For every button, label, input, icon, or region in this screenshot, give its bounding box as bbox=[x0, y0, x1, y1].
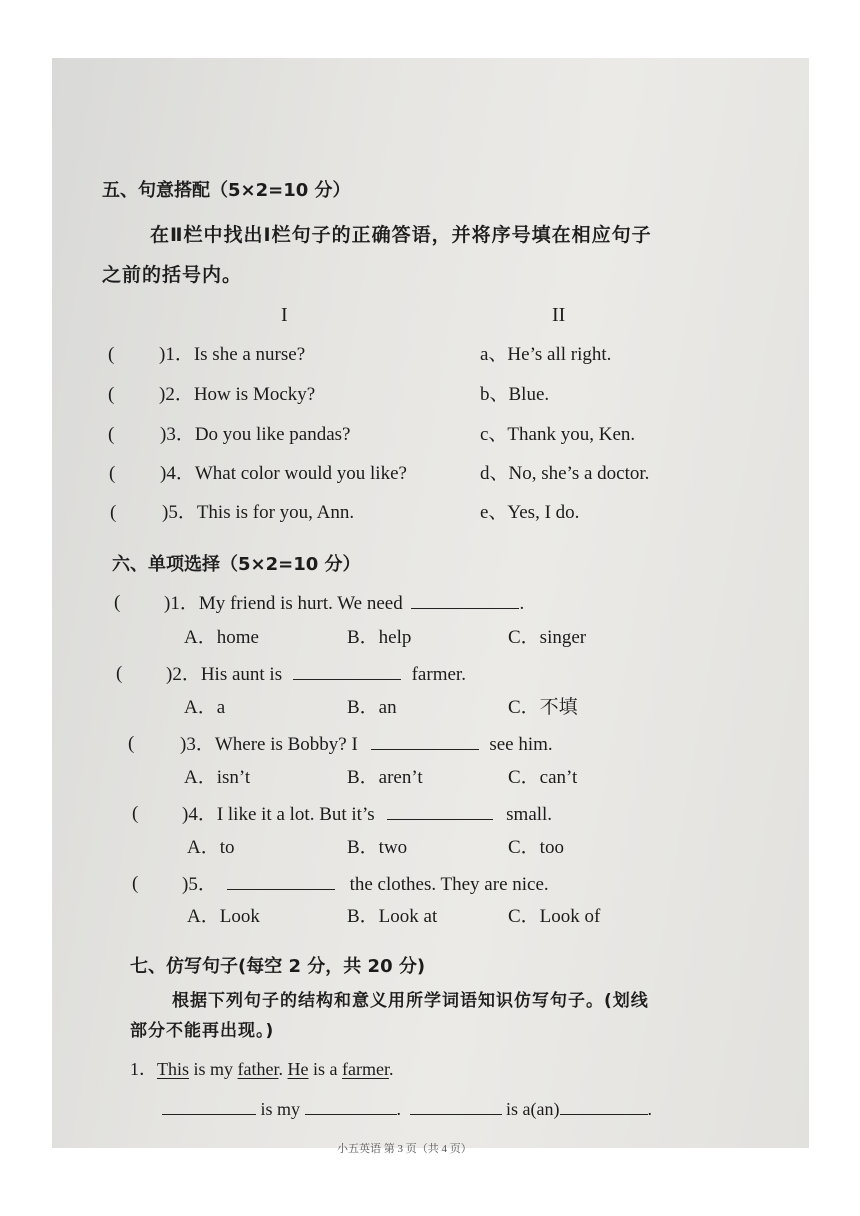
answer-paren[interactable]: ( bbox=[108, 344, 115, 365]
option-c: C．singer bbox=[508, 627, 587, 648]
answer-blank[interactable] bbox=[410, 1098, 502, 1115]
choice-question: )1．My friend is hurt. We need . bbox=[164, 593, 525, 614]
answer-paren[interactable]: ( bbox=[114, 592, 121, 613]
example-sentence: 1．This is my father. He is a farmer. bbox=[130, 1059, 394, 1079]
answer-blank[interactable] bbox=[560, 1098, 648, 1115]
answer-blank[interactable] bbox=[371, 733, 479, 750]
answer-paren[interactable]: ( bbox=[108, 384, 115, 405]
answer-blank[interactable] bbox=[162, 1098, 256, 1115]
option-c: C．too bbox=[508, 837, 564, 858]
section5-heading: 五、句意搭配（5×2=10 分） bbox=[102, 180, 351, 201]
answer-blank[interactable] bbox=[387, 803, 493, 820]
option-c: C．不填 bbox=[508, 697, 578, 718]
answer-paren[interactable]: ( bbox=[109, 463, 116, 484]
match-answer: a、He’s all right. bbox=[480, 344, 612, 365]
option-b: B．an bbox=[347, 697, 397, 718]
option-c: C．can’t bbox=[508, 767, 578, 788]
rewrite-line: is my . is a(an) . bbox=[162, 1098, 652, 1120]
option-b: B．help bbox=[347, 627, 412, 648]
match-question: )2．How is Mocky? bbox=[159, 384, 316, 405]
answer-blank[interactable] bbox=[305, 1098, 397, 1115]
match-answer: c、Thank you, Ken. bbox=[480, 424, 636, 445]
column-two-header: II bbox=[552, 304, 566, 326]
choice-question: )3．Where is Bobby? I see him. bbox=[180, 734, 553, 755]
option-a: A．isn’t bbox=[184, 767, 251, 788]
choice-question: )2．His aunt is farmer. bbox=[166, 664, 466, 685]
answer-paren[interactable]: ( bbox=[132, 803, 139, 824]
answer-paren[interactable]: ( bbox=[108, 424, 115, 445]
answer-blank[interactable] bbox=[293, 663, 401, 680]
option-b: B．two bbox=[347, 837, 408, 858]
choice-question: )5． the clothes. They are nice. bbox=[182, 874, 549, 895]
page-footer: 小五英语 第 3 页（共 4 页） bbox=[337, 1143, 472, 1155]
section5-instruction-line2: 之前的括号内。 bbox=[102, 264, 243, 286]
answer-blank[interactable] bbox=[411, 592, 519, 609]
option-a: A．to bbox=[187, 837, 235, 858]
option-c: C．Look of bbox=[508, 906, 601, 927]
match-answer: b、Blue. bbox=[480, 384, 550, 405]
column-one-header: I bbox=[281, 304, 288, 326]
answer-paren[interactable]: ( bbox=[116, 663, 123, 684]
exam-paper bbox=[52, 58, 809, 1155]
option-a: A．a bbox=[184, 697, 226, 718]
option-a: A．home bbox=[184, 627, 259, 648]
answer-paren[interactable]: ( bbox=[128, 733, 135, 754]
match-question: )4．What color would you like? bbox=[160, 463, 407, 484]
match-question: )5．This is for you, Ann. bbox=[162, 502, 355, 523]
match-question: )3．Do you like pandas? bbox=[160, 424, 351, 445]
section7-instruction-line1: 根据下列句子的结构和意义用所学词语知识仿写句子。(划线 bbox=[172, 991, 649, 1011]
answer-blank[interactable] bbox=[227, 873, 335, 890]
option-b: B．Look at bbox=[347, 906, 438, 927]
section6-heading: 六、单项选择（5×2=10 分） bbox=[112, 554, 361, 575]
match-question: )1．Is she a nurse? bbox=[159, 344, 306, 365]
match-answer: e、Yes, I do. bbox=[480, 502, 580, 523]
section5-instruction-line1: 在Ⅱ栏中找出Ⅰ栏句子的正确答语，并将序号填在相应句子 bbox=[150, 224, 652, 246]
match-answer: d、No, she’s a doctor. bbox=[480, 463, 650, 484]
section7-heading: 七、仿写句子(每空 2 分，共 20 分) bbox=[130, 956, 426, 977]
option-a: A．Look bbox=[187, 906, 260, 927]
section7-instruction-line2: 部分不能再出现。) bbox=[130, 1021, 275, 1041]
choice-question: )4．I like it a lot. But it’s small. bbox=[182, 804, 553, 825]
option-b: B．aren’t bbox=[347, 767, 423, 788]
answer-paren[interactable]: ( bbox=[110, 502, 117, 523]
answer-paren[interactable]: ( bbox=[132, 873, 139, 894]
